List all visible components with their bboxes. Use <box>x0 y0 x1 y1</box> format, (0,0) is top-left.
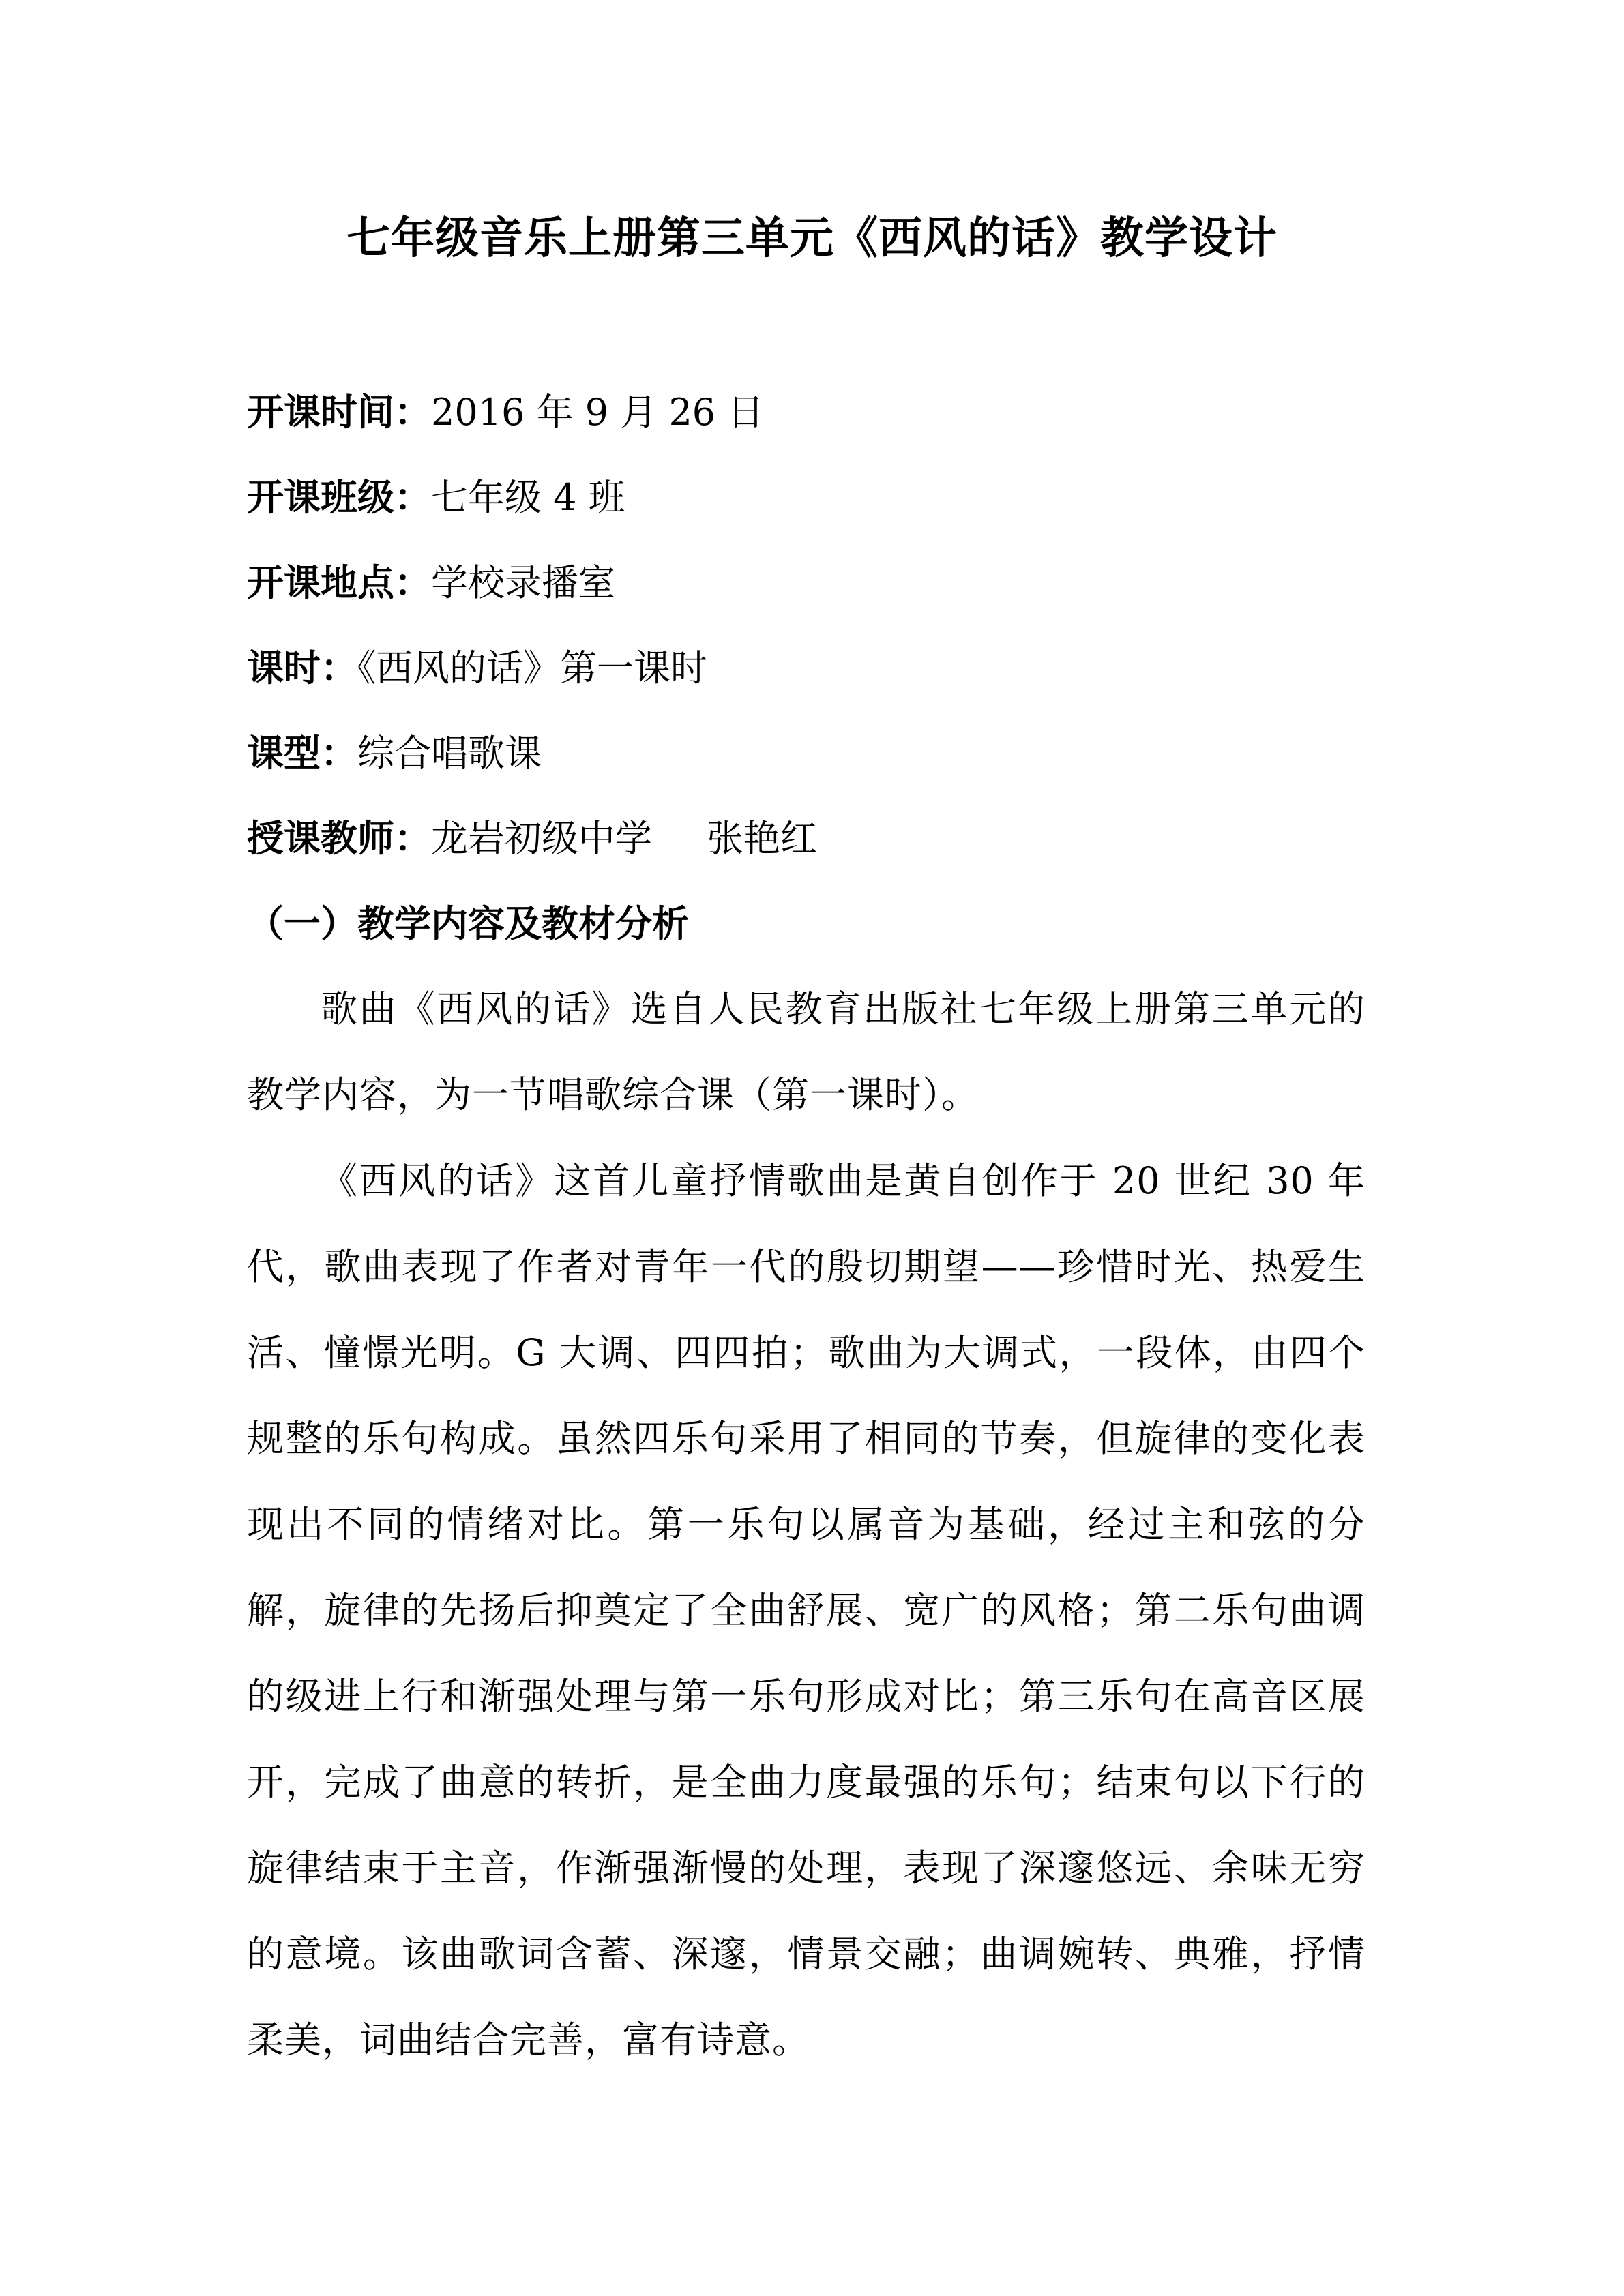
meta-lesson-type <box>247 726 542 781</box>
meta-lesson-period <box>247 641 707 696</box>
section-heading: （一）教学内容及教材分析 <box>247 902 689 945</box>
meta-label: 开课时间： <box>247 391 431 434</box>
meta-teacher <box>247 811 817 866</box>
meta-value: 七年级 4 班 <box>431 476 625 519</box>
meta-value: 综合唱歌课 <box>357 732 542 775</box>
meta-label: 课时： <box>247 646 357 689</box>
meta-label: 课型： <box>247 732 357 775</box>
meta-label: 开课班级： <box>247 476 431 519</box>
paragraph-intro: 歌曲《西风的话》选自人民教育出版社七年级上册第三单元的教学内容，为一节唱歌综合课（第一课时）。 <box>247 987 1365 1116</box>
meta-value: 《西风的话》第一课时 <box>357 646 707 689</box>
paragraph-analysis: 《西风的话》这首儿童抒情歌曲是黄自创作于 20 世纪 30 年代，歌曲表现了作者对青年一代的殷切期望——珍惜时光、热爱生活、憧憬光明。G 大调、四四拍；歌曲为大调式，一段体，由四个规整的乐句构成。虽然四乐句采用了相同的节奏，但旋律的变化表现出不同的情绪对比。第一乐句以属音为基础，经过主和弦的分解，旋律的先扬后抑奠定了全曲舒展、宽广的风格；第二乐句曲调的级进上行和渐强处理与第一乐句形成对比；第三乐句在高音区展开，完成了曲意的转折，是全曲力度最强的乐句；结束句以下行的旋律结束于主音，作渐强渐慢的处理，表现了深邃悠远、余味无穷的意境。该曲歌词含蓄、深邃，情景交融；曲调婉转、典雅，抒情柔美，词曲结合完善，富有诗意。 <box>247 1159 1365 2061</box>
meta-label: 开课地点： <box>247 561 431 604</box>
meta-teacher-name: 张艳红 <box>707 817 817 860</box>
meta-class-location <box>247 556 615 610</box>
meta-label: 授课教师： <box>247 817 431 860</box>
meta-value: 学校录播室 <box>431 561 615 604</box>
meta-value: 2016 年 9 月 26 日 <box>431 391 765 434</box>
document-title: 七年级音乐上册第三单元《西风的话》教学设计 <box>346 213 1278 264</box>
meta-value: 龙岩初级中学 <box>431 817 652 860</box>
meta-class-time <box>247 385 764 440</box>
meta-class-group <box>247 471 625 525</box>
